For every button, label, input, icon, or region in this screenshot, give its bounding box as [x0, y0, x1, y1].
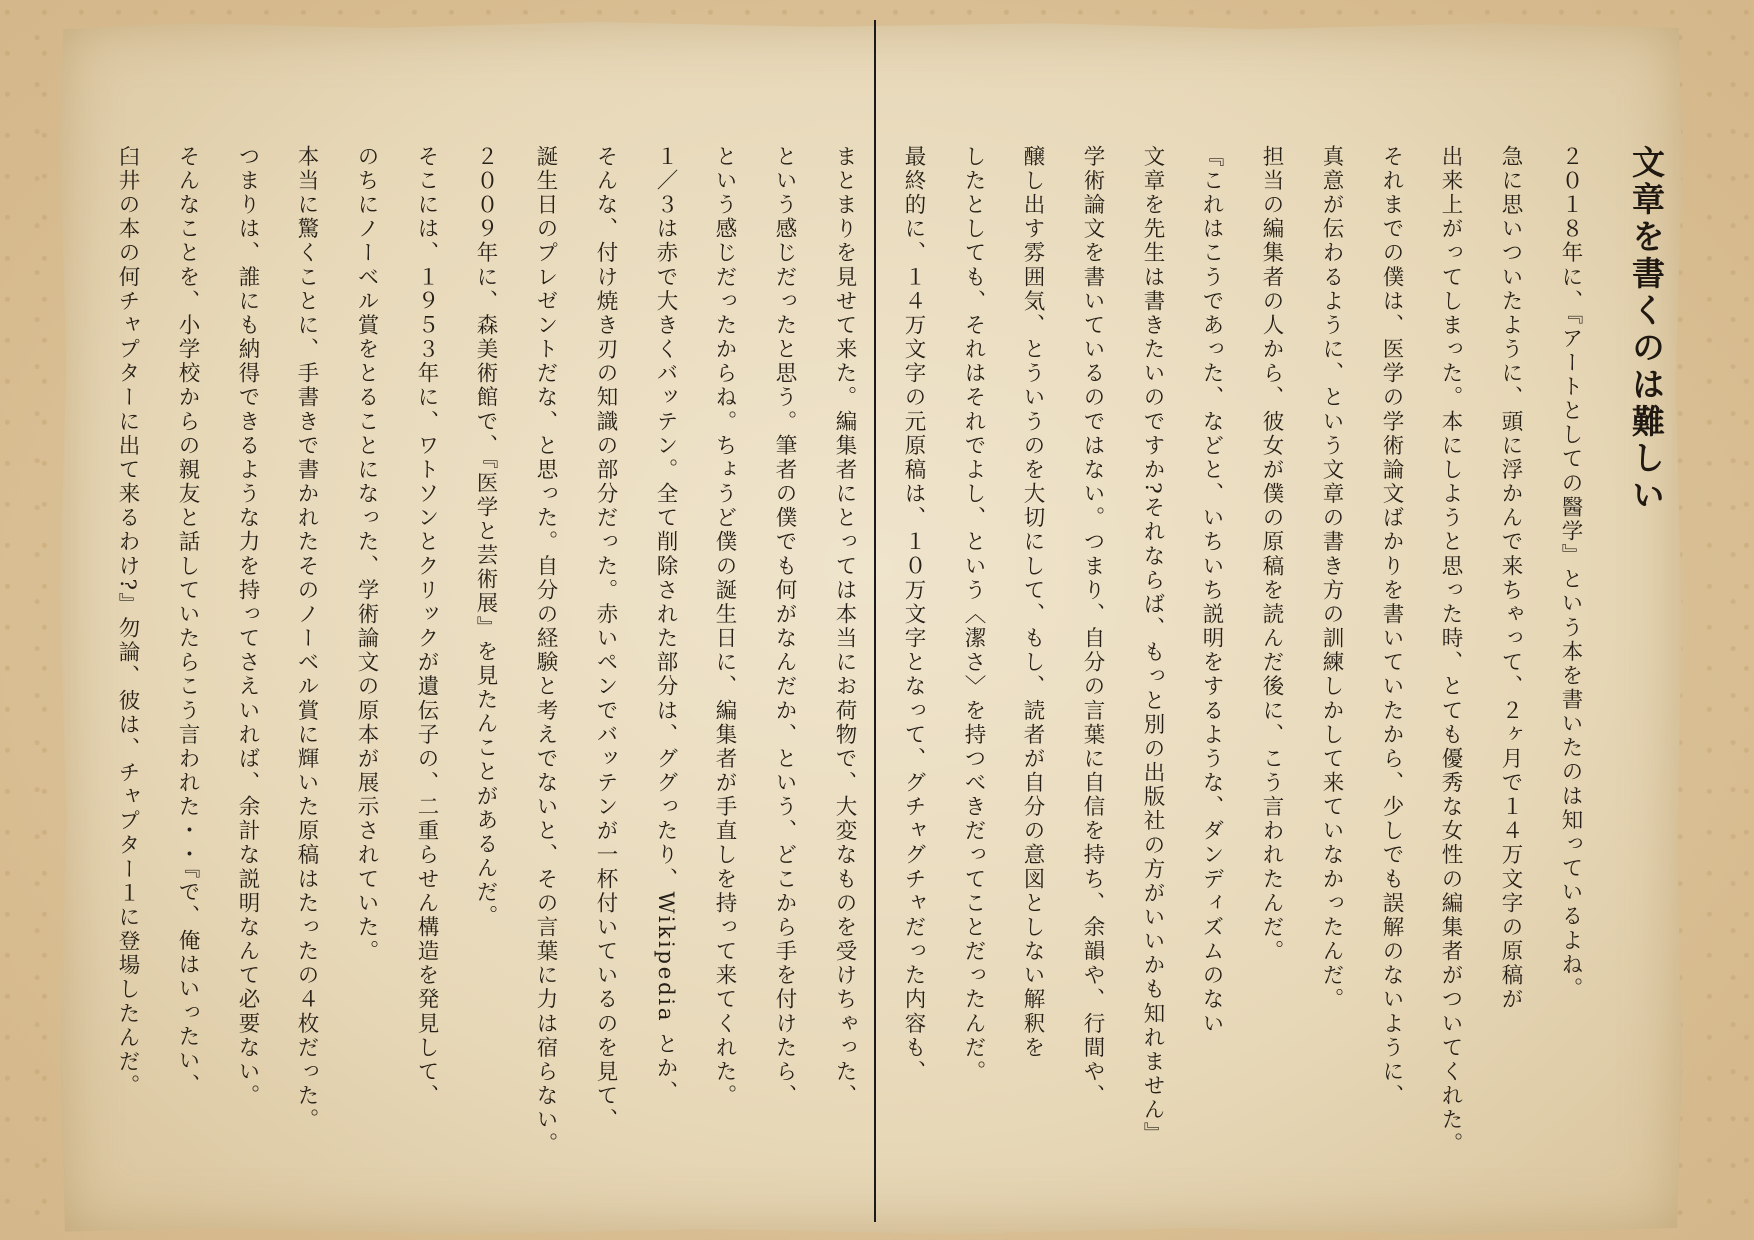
text-line: 学術論文を書いているのではない。つまり、自分の言葉に自信を持ち、余韻や、行間や、: [1080, 145, 1105, 1109]
text-line: 誕生日のプレゼントだな、と思った。自分の経験と考えでないと、その言葉に力は宿らない。: [533, 145, 558, 1157]
text-line: そんな、付け焼き刃の知識の部分だった。赤いペンでバッテンが一杯付いているのを見て、: [593, 145, 618, 1133]
text-line: つまりは、誰にも納得できるような力を持ってさえいれば、余計な説明なんて必要ない。: [235, 145, 260, 1109]
text-line: 本当に驚くことに、手書きで書かれたそのノーベル賞に輝いた原稿はたったの４枚だった。: [294, 145, 319, 1133]
text-line: １／３は赤で大きくバッテン。全て削除された部分は、ググったり、Wikipedia とか、: [653, 145, 678, 1105]
text-line: 臼井の本の何チャプターに出て来るわけ?』勿論、彼は、チャプター１に登場したんだ。: [115, 145, 140, 1099]
text-line: まとまりを見せて来た。編集者にとっては本当にお荷物で、大変なものを受けちゃった、: [832, 145, 857, 1109]
text-line: という感じだったからね。ちょうど僕の誕生日に、編集者が手直しを持って来てくれた。: [712, 145, 737, 1109]
text-line: 急に思いついたように、頭に浮かんで来ちゃって、２ヶ月で１４万文字の原稿が: [1498, 145, 1523, 1012]
text-line: 醸し出す雰囲気、とういうのを大切にして、もし、読者が自分の意図としない解釈を: [1020, 145, 1045, 1061]
text-line: のちにノーベル賞をとることになった、学術論文の原本が展示されていた。: [354, 145, 379, 964]
text-line: という感じだったと思う。筆者の僕でも何がなんだか、という、どこから手を付けたら、: [772, 145, 797, 1109]
text-line: 最終的に、１４万文字の元原稿は、１０万文字となって、グチャグチャだった内容も、: [901, 145, 926, 1085]
text-line: 『これはこうであった、などと、いちいち説明をするような、ダンディズムのない: [1199, 145, 1224, 1036]
page-title: 文章を書くのは難しい: [1627, 145, 1666, 515]
text-line: したとしても、それはそれでよし、という〈潔さ〉を持つべきだってことだったんだ。: [961, 145, 986, 1085]
text-line: 文章を先生は書きたいのですか?それならば、もっと別の出版社の方がいいかも知れません』: [1140, 145, 1165, 1147]
text-line: そんなことを、小学校からの親友と話していたらこう言われた・・『で、俺はいったい、: [175, 145, 200, 1098]
center-divider-line: [874, 20, 876, 1222]
text-line: ２０１８年に、『アートとしての醫学』という本を書いたのは知っているよね。: [1558, 145, 1583, 1002]
text-line: 担当の編集者の人から、彼女が僕の原稿を読んだ後に、こう言われたんだ。: [1259, 145, 1284, 964]
text-line: 出来上がってしまった。本にしようと思った時、とても優秀な女性の編集者がついてくれた。: [1438, 145, 1463, 1157]
text-line: ２００９年に、森美術館で、『医学と芸術展』を見たんことがあるんだ。: [473, 145, 498, 929]
text-line: それまでの僕は、医学の学術論文ばかりを書いていたから、少しでも誤解のないように、: [1379, 145, 1404, 1109]
text-line: そこには、１９５３年に、ワトソンとクリックが遺伝子の、二重らせん構造を発見して、: [414, 145, 439, 1109]
text-line: 真意が伝わるように、という文章の書き方の訓練しかして来ていなかったんだ。: [1319, 145, 1344, 1012]
